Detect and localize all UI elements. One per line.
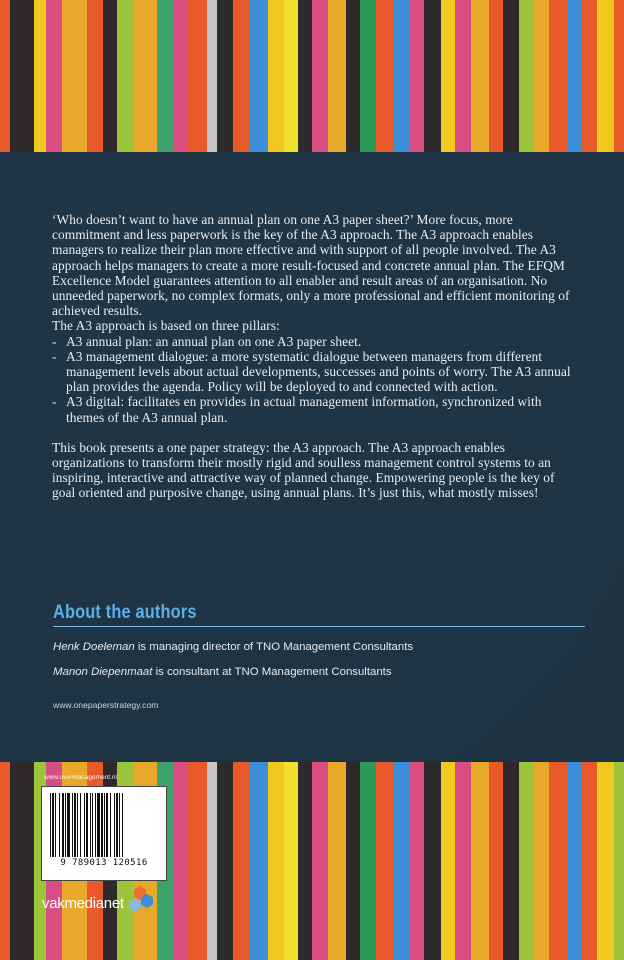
pillar-item: - A3 digital: facilitates en provides in actual management information, synchronized with themes of the A3 annual plan. [52, 394, 542, 425]
color-stripe [597, 762, 613, 960]
color-stripe [312, 762, 328, 960]
color-stripe [173, 0, 187, 152]
color-stripe [187, 762, 207, 960]
color-stripe [284, 762, 298, 960]
color-stripe [207, 762, 217, 960]
color-stripe [503, 0, 519, 152]
author-line [53, 666, 392, 678]
author-line [53, 641, 413, 653]
barcode-bar [50, 793, 51, 857]
barcode-bar [97, 793, 100, 857]
color-stripe [207, 0, 217, 152]
color-stripe [346, 0, 360, 152]
barcode-bars [50, 793, 158, 857]
barcode-bar [52, 793, 54, 857]
barcode-bar [101, 793, 103, 857]
heading-divider [53, 626, 585, 627]
color-stripe [455, 0, 471, 152]
barcode-bar [74, 793, 76, 857]
barcode-bar [86, 793, 88, 857]
color-stripe [455, 762, 471, 960]
color-stripe [410, 0, 424, 152]
color-stripe [103, 0, 117, 152]
about-authors-heading: About the authors [53, 602, 197, 623]
color-stripe [173, 762, 187, 960]
color-stripe [360, 0, 376, 152]
color-stripe [533, 0, 549, 152]
color-stripe [597, 0, 613, 152]
summary-paragraph: This book presents a one paper strategy: the A3 approach. The A3 approach enables organizations to transform their mostly rigid and soulless management control systems to an inspiring, interactive and attractive way of planned change. Empowering people is the key of goal oriented and purposive change, using annual plans. It’s just this, what mostly misses! [52, 439, 555, 501]
color-stripe [394, 762, 410, 960]
publisher-name: vakmedianet [42, 894, 124, 912]
hexagon-cluster-icon [127, 884, 153, 914]
color-stripe [471, 762, 489, 960]
barcode-bar [59, 793, 60, 857]
color-stripe [581, 0, 597, 152]
color-stripe [249, 762, 267, 960]
color-stripe [233, 762, 249, 960]
color-stripe [441, 762, 455, 960]
color-stripe [268, 762, 284, 960]
barcode-bar [116, 793, 118, 857]
pillars-intro: The A3 approach is based on three pillars: [52, 318, 280, 334]
color-stripe [549, 0, 567, 152]
author-role: is managing director of TNO Management Consultants [134, 641, 414, 653]
isbn-barcode [41, 786, 167, 881]
barcode-bar [95, 793, 96, 857]
barcode-bar [110, 793, 111, 857]
pillar-item: - A3 annual plan: an annual plan on one A3 paper sheet. [52, 333, 362, 349]
color-stripe [0, 0, 10, 152]
publisher-logo-block [42, 892, 153, 914]
color-stripe [376, 0, 394, 152]
isbn-digits: 9 789013 120516 [60, 858, 148, 868]
color-stripe [614, 0, 624, 152]
pillars-list [52, 334, 572, 425]
color-stripe [217, 762, 233, 960]
intro-paragraph: ‘Who doesn’t want to have an annual plan on one A3 paper sheet?’ More focus, more commitment and less paperwork is the key of the A3 approach. The A3 approach enables managers to realize their plan more effective and with support of all people involved. The A3 approach helps managers to create a more result-focused and concrete annual plan. The EFQM Excellence Model guarantees attention to all enabler and result areas of an organisation. No unneeded paperwork, no complex formats, only a more professional and efficient monitoring of achieved results. [52, 212, 570, 319]
publisher-url: www.overmanagement.nl [44, 774, 117, 781]
color-stripe [312, 0, 328, 152]
color-stripe [549, 762, 567, 960]
color-stripe [187, 0, 207, 152]
color-stripe [157, 0, 173, 152]
color-stripe [376, 762, 394, 960]
barcode-bar [90, 793, 91, 857]
color-stripe [346, 762, 360, 960]
color-stripe [87, 0, 103, 152]
color-stripe [424, 0, 440, 152]
color-stripe [567, 762, 581, 960]
color-stripe [424, 762, 440, 960]
back-cover-text [52, 212, 572, 501]
color-stripe [233, 0, 249, 152]
color-stripe [567, 0, 581, 152]
color-stripe [489, 0, 503, 152]
barcode-bar [67, 793, 70, 857]
barcode-bar [80, 793, 81, 857]
barcode-bar [55, 793, 56, 857]
author-name: Henk Doeleman [53, 641, 135, 653]
color-stripe [217, 0, 233, 152]
color-stripe [0, 762, 10, 960]
color-stripe [471, 0, 489, 152]
book-website: www.onepaperstrategy.com [53, 700, 159, 710]
color-stripe [268, 0, 284, 152]
author-name: Manon Diepenmaat [53, 666, 153, 678]
color-stripe [394, 0, 410, 152]
color-stripe [298, 762, 312, 960]
barcode-bar [114, 793, 115, 857]
barcode-bar [92, 793, 93, 857]
color-stripe [10, 0, 34, 152]
color-stripe [34, 0, 46, 152]
color-stripe [519, 0, 533, 152]
color-stripe [410, 762, 424, 960]
color-stripe [298, 0, 312, 152]
pillar-item: - A3 management dialogue: a more systematic dialogue between managers from different management levels about actual developments, successes and points of worry. The A3 annual plan provides the agenda. Policy will be deployed to and connected with action. [52, 348, 571, 395]
barcode-bar [65, 793, 66, 857]
barcode-bar [119, 793, 120, 857]
color-stripe [133, 0, 157, 152]
color-stripe [117, 0, 133, 152]
color-stripe [328, 0, 346, 152]
color-stripe [62, 0, 86, 152]
color-stripe [441, 0, 455, 152]
color-stripe [10, 762, 34, 960]
color-stripe [581, 762, 597, 960]
top-color-stripes [0, 0, 624, 152]
color-stripe [328, 762, 346, 960]
color-stripe [249, 0, 267, 152]
color-stripe [533, 762, 549, 960]
color-stripe [360, 762, 376, 960]
color-stripe [284, 0, 298, 152]
barcode-bar [62, 793, 64, 857]
barcode-bar [84, 793, 85, 857]
author-role: is consultant at TNO Management Consultants [152, 666, 392, 678]
barcode-bar [122, 793, 123, 857]
color-stripe [519, 762, 533, 960]
barcode-bar [72, 793, 73, 857]
color-stripe [489, 762, 503, 960]
barcode-bar [77, 793, 78, 857]
barcode-bar [106, 793, 108, 857]
color-stripe [46, 0, 62, 152]
color-stripe [614, 762, 624, 960]
barcode-bar [104, 793, 105, 857]
color-stripe [503, 762, 519, 960]
